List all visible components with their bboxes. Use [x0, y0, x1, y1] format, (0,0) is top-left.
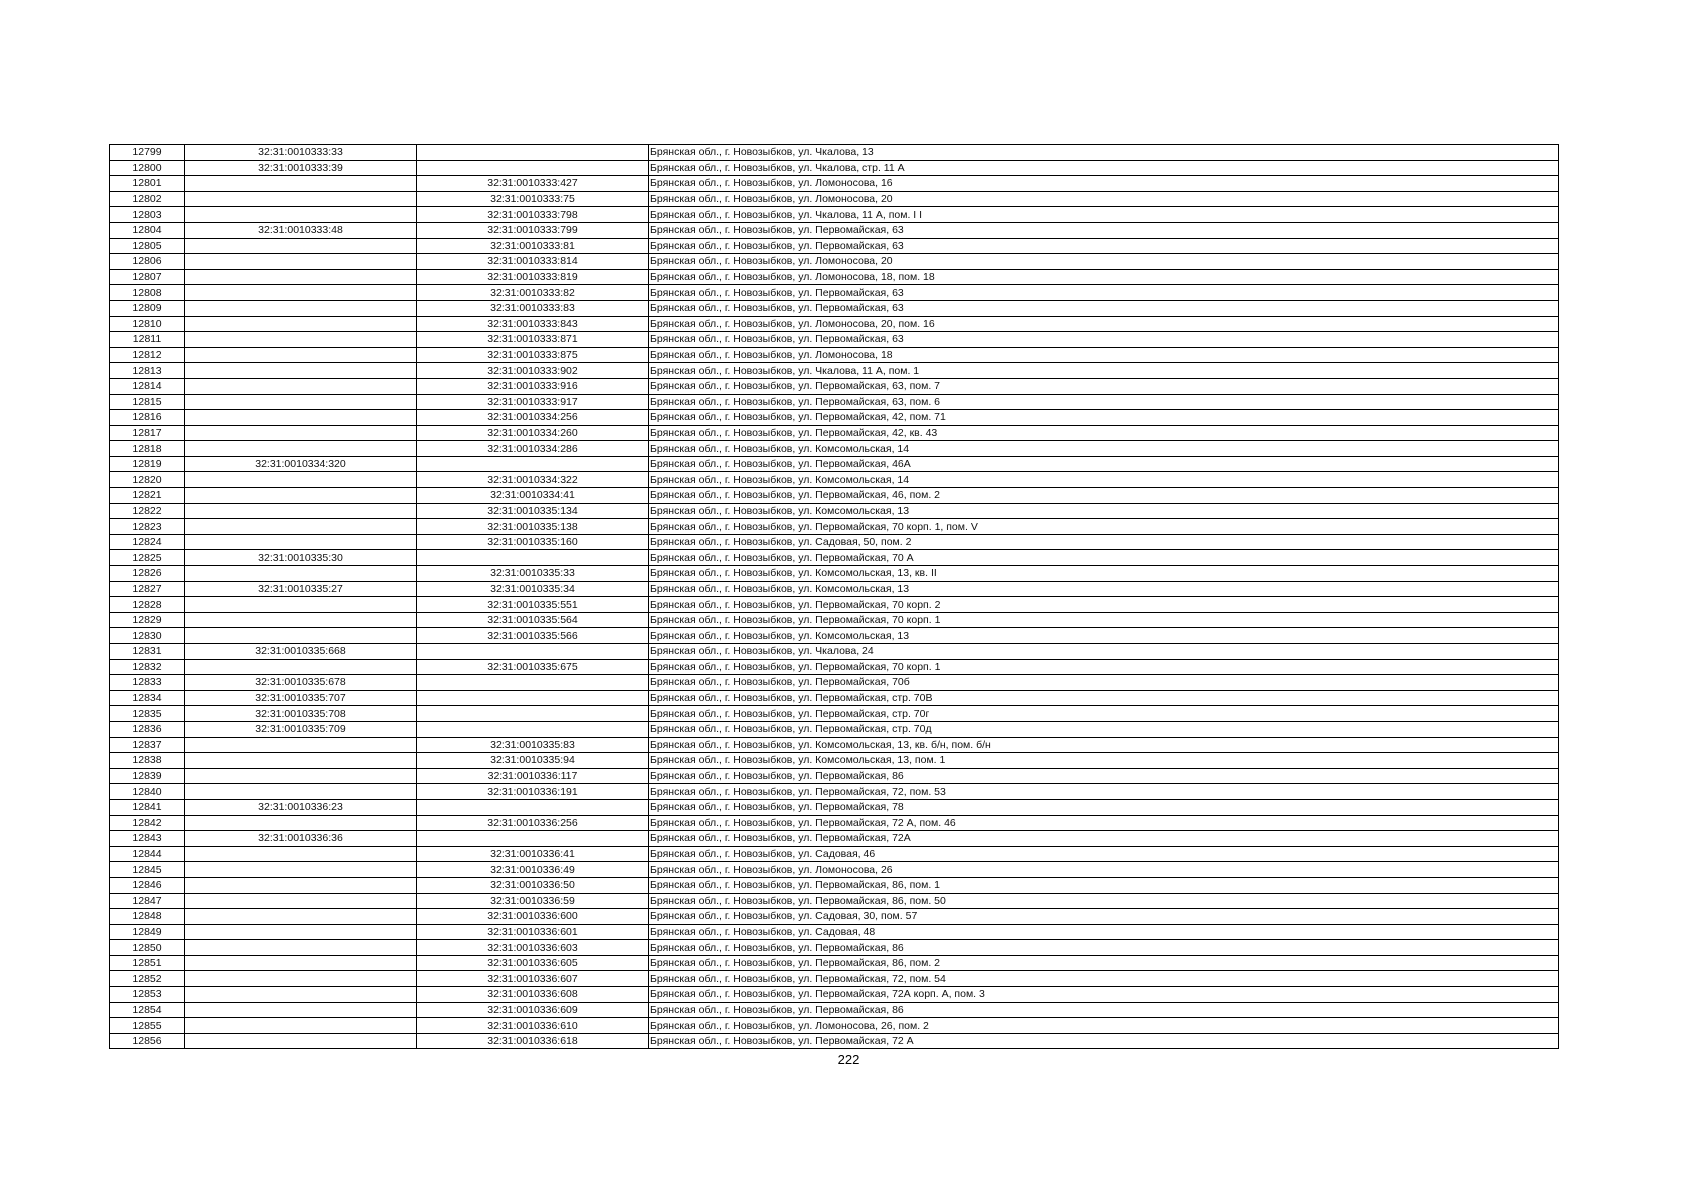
- row-number-cell: 12840: [110, 784, 185, 800]
- row-number-cell: 12802: [110, 191, 185, 207]
- address-cell: Брянская обл., г. Новозыбков, ул. Первомайская, 70 корп. 2: [649, 597, 1559, 613]
- related-cadastral-number-cell: 32:31:0010333:75: [417, 191, 649, 207]
- address-cell: Брянская обл., г. Новозыбков, ул. Первомайская, 86: [649, 768, 1559, 784]
- address-cell: Брянская обл., г. Новозыбков, ул. Первомайская, 86, пом. 50: [649, 893, 1559, 909]
- cadastral-number-cell: [185, 503, 417, 519]
- address-cell: Брянская обл., г. Новозыбков, ул. Ломоносова, 18, пом. 18: [649, 269, 1559, 285]
- address-cell: Брянская обл., г. Новозыбков, ул. Чкалова, стр. 11 А: [649, 160, 1559, 176]
- table-row: [110, 285, 1559, 301]
- row-number-cell: 12843: [110, 831, 185, 847]
- table-row: [110, 877, 1559, 893]
- address-cell: Брянская обл., г. Новозыбков, ул. Чкалова, 24: [649, 644, 1559, 660]
- table-row: [110, 1002, 1559, 1018]
- address-cell: Брянская обл., г. Новозыбков, ул. Первомайская, 63: [649, 332, 1559, 348]
- cadastral-number-cell: [185, 394, 417, 410]
- related-cadastral-number-cell: 32:31:0010336:601: [417, 924, 649, 940]
- address-cell: Брянская обл., г. Новозыбков, ул. Чкалова, 11 А, пом. 1: [649, 363, 1559, 379]
- related-cadastral-number-cell: 32:31:0010333:917: [417, 394, 649, 410]
- cadastral-number-cell: [185, 737, 417, 753]
- row-number-cell: 12841: [110, 799, 185, 815]
- address-cell: Брянская обл., г. Новозыбков, ул. Первомайская, 70б: [649, 675, 1559, 691]
- cadastral-number-cell: [185, 176, 417, 192]
- row-number-cell: 12845: [110, 862, 185, 878]
- address-cell: Брянская обл., г. Новозыбков, ул. Первомайская, 72 А: [649, 1033, 1559, 1049]
- row-number-cell: 12855: [110, 1018, 185, 1034]
- table-row: [110, 971, 1559, 987]
- related-cadastral-number-cell: 32:31:0010334:41: [417, 488, 649, 504]
- row-number-cell: 12830: [110, 628, 185, 644]
- address-cell: Брянская обл., г. Новозыбков, ул. Первомайская, 63: [649, 285, 1559, 301]
- cadastral-number-cell: 32:31:0010335:707: [185, 690, 417, 706]
- cadastral-number-cell: [185, 207, 417, 223]
- cadastral-number-cell: 32:31:0010335:668: [185, 644, 417, 660]
- address-cell: Брянская обл., г. Новозыбков, ул. Ломоносова, 20: [649, 191, 1559, 207]
- address-cell: Брянская обл., г. Новозыбков, ул. Первомайская, 72, пом. 54: [649, 971, 1559, 987]
- cadastral-number-cell: [185, 971, 417, 987]
- cadastral-number-cell: [185, 566, 417, 582]
- address-cell: Брянская обл., г. Новозыбков, ул. Комсомольская, 13: [649, 581, 1559, 597]
- address-cell: Брянская обл., г. Новозыбков, ул. Комсомольская, 13: [649, 503, 1559, 519]
- row-number-cell: 12850: [110, 940, 185, 956]
- related-cadastral-number-cell: 32:31:0010336:603: [417, 940, 649, 956]
- related-cadastral-number-cell: 32:31:0010335:160: [417, 534, 649, 550]
- table-row: [110, 269, 1559, 285]
- row-number-cell: 12849: [110, 924, 185, 940]
- related-cadastral-number-cell: [417, 721, 649, 737]
- row-number-cell: 12839: [110, 768, 185, 784]
- address-cell: Брянская обл., г. Новозыбков, ул. Первомайская, 78: [649, 799, 1559, 815]
- related-cadastral-number-cell: 32:31:0010336:256: [417, 815, 649, 831]
- related-cadastral-number-cell: 32:31:0010335:83: [417, 737, 649, 753]
- row-number-cell: 12856: [110, 1033, 185, 1049]
- row-number-cell: 12803: [110, 207, 185, 223]
- address-cell: Брянская обл., г. Новозыбков, ул. Ломоносова, 16: [649, 176, 1559, 192]
- address-cell: Брянская обл., г. Новозыбков, ул. Первомайская, 72 А, пом. 46: [649, 815, 1559, 831]
- table-row: [110, 238, 1559, 254]
- row-number-cell: 12827: [110, 581, 185, 597]
- row-number-cell: 12814: [110, 378, 185, 394]
- cadastral-number-cell: [185, 987, 417, 1003]
- cadastral-number-cell: [185, 753, 417, 769]
- related-cadastral-number-cell: [417, 690, 649, 706]
- page-number: 222: [837, 1052, 860, 1067]
- address-cell: Брянская обл., г. Новозыбков, ул. Чкалова, 11 А, пом. I I: [649, 207, 1559, 223]
- table-row: [110, 503, 1559, 519]
- row-number-cell: 12815: [110, 394, 185, 410]
- table-row: [110, 924, 1559, 940]
- address-cell: Брянская обл., г. Новозыбков, ул. Первомайская, 70 А: [649, 550, 1559, 566]
- related-cadastral-number-cell: 32:31:0010333:843: [417, 316, 649, 332]
- address-cell: Брянская обл., г. Новозыбков, ул. Комсомольская, 13, кв. б/н, пом. б/н: [649, 737, 1559, 753]
- address-cell: Брянская обл., г. Новозыбков, ул. Первомайская, стр. 70д: [649, 721, 1559, 737]
- address-cell: Брянская обл., г. Новозыбков, ул. Ломоносова, 20: [649, 254, 1559, 270]
- table-row: [110, 300, 1559, 316]
- table-row: [110, 332, 1559, 348]
- cadastral-number-cell: [185, 1033, 417, 1049]
- related-cadastral-number-cell: 32:31:0010336:600: [417, 909, 649, 925]
- cadastral-number-cell: [185, 597, 417, 613]
- cadastral-number-cell: 32:31:0010335:678: [185, 675, 417, 691]
- table-row: [110, 425, 1559, 441]
- related-cadastral-number-cell: [417, 675, 649, 691]
- table-row: [110, 628, 1559, 644]
- address-cell: Брянская обл., г. Новозыбков, ул. Садовая, 46: [649, 846, 1559, 862]
- address-cell: Брянская обл., г. Новозыбков, ул. Первомайская, 46А: [649, 456, 1559, 472]
- table-row: [110, 784, 1559, 800]
- row-number-cell: 12824: [110, 534, 185, 550]
- cadastral-number-cell: [185, 441, 417, 457]
- related-cadastral-number-cell: 32:31:0010333:83: [417, 300, 649, 316]
- cadastral-number-cell: [185, 893, 417, 909]
- table-row: [110, 347, 1559, 363]
- address-cell: Брянская обл., г. Новозыбков, ул. Первомайская, 86, пом. 1: [649, 877, 1559, 893]
- cadastral-number-cell: [185, 612, 417, 628]
- related-cadastral-number-cell: [417, 160, 649, 176]
- table-row: [110, 456, 1559, 472]
- related-cadastral-number-cell: [417, 550, 649, 566]
- related-cadastral-number-cell: 32:31:0010335:564: [417, 612, 649, 628]
- row-number-cell: 12811: [110, 332, 185, 348]
- cadastral-number-cell: [185, 862, 417, 878]
- table-row: [110, 1033, 1559, 1049]
- related-cadastral-number-cell: 32:31:0010334:256: [417, 410, 649, 426]
- cadastral-number-cell: [185, 472, 417, 488]
- cadastral-number-cell: 32:31:0010335:709: [185, 721, 417, 737]
- row-number-cell: 12806: [110, 254, 185, 270]
- cadastral-number-cell: [185, 768, 417, 784]
- related-cadastral-number-cell: 32:31:0010334:322: [417, 472, 649, 488]
- row-number-cell: 12812: [110, 347, 185, 363]
- table-row: [110, 378, 1559, 394]
- cadastral-number-cell: 32:31:0010333:48: [185, 222, 417, 238]
- related-cadastral-number-cell: 32:31:0010333:798: [417, 207, 649, 223]
- address-cell: Брянская обл., г. Новозыбков, ул. Первомайская, стр. 70г: [649, 706, 1559, 722]
- address-cell: Брянская обл., г. Новозыбков, ул. Ломоносова, 18: [649, 347, 1559, 363]
- table-row: [110, 753, 1559, 769]
- address-cell: Брянская обл., г. Новозыбков, ул. Комсомольская, 13: [649, 628, 1559, 644]
- related-cadastral-number-cell: 32:31:0010333:871: [417, 332, 649, 348]
- table-row: [110, 394, 1559, 410]
- row-number-cell: 12828: [110, 597, 185, 613]
- cadastral-number-cell: [185, 1018, 417, 1034]
- address-cell: Брянская обл., г. Новозыбков, ул. Комсомольская, 14: [649, 441, 1559, 457]
- table-row: [110, 644, 1559, 660]
- row-number-cell: 12809: [110, 300, 185, 316]
- row-number-cell: 12829: [110, 612, 185, 628]
- table-row: [110, 145, 1559, 161]
- table-row: [110, 690, 1559, 706]
- related-cadastral-number-cell: 32:31:0010334:286: [417, 441, 649, 457]
- related-cadastral-number-cell: [417, 145, 649, 161]
- related-cadastral-number-cell: 32:31:0010336:41: [417, 846, 649, 862]
- related-cadastral-number-cell: 32:31:0010333:916: [417, 378, 649, 394]
- row-number-cell: 12813: [110, 363, 185, 379]
- related-cadastral-number-cell: [417, 706, 649, 722]
- related-cadastral-number-cell: 32:31:0010333:427: [417, 176, 649, 192]
- table-row: [110, 955, 1559, 971]
- cadastral-number-cell: [185, 955, 417, 971]
- row-number-cell: 12799: [110, 145, 185, 161]
- related-cadastral-number-cell: 32:31:0010333:875: [417, 347, 649, 363]
- related-cadastral-number-cell: 32:31:0010336:50: [417, 877, 649, 893]
- row-number-cell: 12819: [110, 456, 185, 472]
- related-cadastral-number-cell: 32:31:0010336:609: [417, 1002, 649, 1018]
- table-row: [110, 831, 1559, 847]
- cadastral-number-cell: [185, 659, 417, 675]
- row-number-cell: 12846: [110, 877, 185, 893]
- address-cell: Брянская обл., г. Новозыбков, ул. Первомайская, 63, пом. 7: [649, 378, 1559, 394]
- address-cell: Брянская обл., г. Новозыбков, ул. Первомайская, 70 корп. 1, пом. V: [649, 519, 1559, 535]
- cadastral-number-cell: 32:31:0010336:23: [185, 799, 417, 815]
- address-cell: Брянская обл., г. Новозыбков, ул. Первомайская, 63: [649, 300, 1559, 316]
- table-row: [110, 987, 1559, 1003]
- row-number-cell: 12838: [110, 753, 185, 769]
- table-row: [110, 176, 1559, 192]
- address-cell: Брянская обл., г. Новозыбков, ул. Первомайская, 63: [649, 238, 1559, 254]
- address-cell: Брянская обл., г. Новозыбков, ул. Первомайская, 72А корп. А, пом. 3: [649, 987, 1559, 1003]
- cadastral-number-cell: [185, 191, 417, 207]
- row-number-cell: 12834: [110, 690, 185, 706]
- table-row: [110, 815, 1559, 831]
- row-number-cell: 12831: [110, 644, 185, 660]
- address-cell: Брянская обл., г. Новозыбков, ул. Ломоносова, 26, пом. 2: [649, 1018, 1559, 1034]
- cadastral-number-cell: [185, 877, 417, 893]
- table-row: [110, 675, 1559, 691]
- address-cell: Брянская обл., г. Новозыбков, ул. Ломоносова, 26: [649, 862, 1559, 878]
- address-cell: Брянская обл., г. Новозыбков, ул. Первомайская, 63: [649, 222, 1559, 238]
- table-row: [110, 488, 1559, 504]
- related-cadastral-number-cell: 32:31:0010335:675: [417, 659, 649, 675]
- cadastral-number-cell: [185, 924, 417, 940]
- cadastral-number-cell: 32:31:0010335:27: [185, 581, 417, 597]
- cadastral-number-cell: [185, 940, 417, 956]
- address-cell: Брянская обл., г. Новозыбков, ул. Садовая, 30, пом. 57: [649, 909, 1559, 925]
- cadastral-number-cell: [185, 534, 417, 550]
- table-row: [110, 191, 1559, 207]
- related-cadastral-number-cell: 32:31:0010336:608: [417, 987, 649, 1003]
- related-cadastral-number-cell: 32:31:0010334:260: [417, 425, 649, 441]
- cadastral-number-cell: [185, 300, 417, 316]
- row-number-cell: 12844: [110, 846, 185, 862]
- address-cell: Брянская обл., г. Новозыбков, ул. Комсомольская, 13, кв. II: [649, 566, 1559, 582]
- table-row: [110, 550, 1559, 566]
- row-number-cell: 12804: [110, 222, 185, 238]
- related-cadastral-number-cell: 32:31:0010333:814: [417, 254, 649, 270]
- table-row: [110, 363, 1559, 379]
- cadastral-number-cell: [185, 285, 417, 301]
- address-cell: Брянская обл., г. Новозыбков, ул. Первомайская, 70 корп. 1: [649, 659, 1559, 675]
- table-row: [110, 940, 1559, 956]
- cadastral-number-cell: 32:31:0010333:39: [185, 160, 417, 176]
- table-row: [110, 160, 1559, 176]
- cadastral-number-cell: 32:31:0010335:708: [185, 706, 417, 722]
- related-cadastral-number-cell: 32:31:0010336:117: [417, 768, 649, 784]
- table-row: [110, 1018, 1559, 1034]
- address-cell: Брянская обл., г. Новозыбков, ул. Садовая, 50, пом. 2: [649, 534, 1559, 550]
- address-cell: Брянская обл., г. Новозыбков, ул. Первомайская, 86: [649, 1002, 1559, 1018]
- property-table: [109, 144, 1559, 1049]
- table-row: [110, 799, 1559, 815]
- related-cadastral-number-cell: 32:31:0010336:605: [417, 955, 649, 971]
- related-cadastral-number-cell: 32:31:0010333:902: [417, 363, 649, 379]
- cadastral-number-cell: [185, 846, 417, 862]
- table-row: [110, 706, 1559, 722]
- row-number-cell: 12807: [110, 269, 185, 285]
- table-row: [110, 566, 1559, 582]
- cadastral-number-cell: [185, 784, 417, 800]
- row-number-cell: 12837: [110, 737, 185, 753]
- row-number-cell: 12854: [110, 1002, 185, 1018]
- related-cadastral-number-cell: 32:31:0010336:191: [417, 784, 649, 800]
- table-row: [110, 410, 1559, 426]
- related-cadastral-number-cell: 32:31:0010333:81: [417, 238, 649, 254]
- table-row: [110, 597, 1559, 613]
- row-number-cell: 12826: [110, 566, 185, 582]
- related-cadastral-number-cell: 32:31:0010336:618: [417, 1033, 649, 1049]
- row-number-cell: 12825: [110, 550, 185, 566]
- row-number-cell: 12800: [110, 160, 185, 176]
- cadastral-number-cell: [185, 347, 417, 363]
- related-cadastral-number-cell: 32:31:0010336:607: [417, 971, 649, 987]
- row-number-cell: 12817: [110, 425, 185, 441]
- table-row: [110, 737, 1559, 753]
- address-cell: Брянская обл., г. Новозыбков, ул. Первомайская, 42, кв. 43: [649, 425, 1559, 441]
- row-number-cell: 12820: [110, 472, 185, 488]
- cadastral-number-cell: [185, 1002, 417, 1018]
- table-row: [110, 768, 1559, 784]
- cadastral-number-cell: [185, 269, 417, 285]
- row-number-cell: 12808: [110, 285, 185, 301]
- address-cell: Брянская обл., г. Новозыбков, ул. Первомайская, 63, пом. 6: [649, 394, 1559, 410]
- cadastral-number-cell: [185, 628, 417, 644]
- table-row: [110, 581, 1559, 597]
- row-number-cell: 12835: [110, 706, 185, 722]
- row-number-cell: 12801: [110, 176, 185, 192]
- related-cadastral-number-cell: 32:31:0010336:49: [417, 862, 649, 878]
- cadastral-number-cell: [185, 909, 417, 925]
- row-number-cell: 12853: [110, 987, 185, 1003]
- address-cell: Брянская обл., г. Новозыбков, ул. Первомайская, 86, пом. 2: [649, 955, 1559, 971]
- table-body: [110, 145, 1559, 1049]
- cadastral-number-cell: [185, 332, 417, 348]
- row-number-cell: 12852: [110, 971, 185, 987]
- table-row: [110, 534, 1559, 550]
- cadastral-number-cell: [185, 378, 417, 394]
- related-cadastral-number-cell: 32:31:0010333:819: [417, 269, 649, 285]
- related-cadastral-number-cell: 32:31:0010335:34: [417, 581, 649, 597]
- address-cell: Брянская обл., г. Новозыбков, ул. Первомайская, 46, пом. 2: [649, 488, 1559, 504]
- related-cadastral-number-cell: 32:31:0010335:134: [417, 503, 649, 519]
- table-row: [110, 612, 1559, 628]
- address-cell: Брянская обл., г. Новозыбков, ул. Первомайская, 70 корп. 1: [649, 612, 1559, 628]
- table-row: [110, 862, 1559, 878]
- row-number-cell: 12832: [110, 659, 185, 675]
- row-number-cell: 12842: [110, 815, 185, 831]
- table-row: [110, 316, 1559, 332]
- address-cell: Брянская обл., г. Новозыбков, ул. Комсомольская, 13, пом. 1: [649, 753, 1559, 769]
- cadastral-number-cell: [185, 238, 417, 254]
- address-cell: Брянская обл., г. Новозыбков, ул. Чкалова, 13: [649, 145, 1559, 161]
- table-row: [110, 254, 1559, 270]
- row-number-cell: 12822: [110, 503, 185, 519]
- related-cadastral-number-cell: 32:31:0010335:551: [417, 597, 649, 613]
- row-number-cell: 12810: [110, 316, 185, 332]
- table-row: [110, 909, 1559, 925]
- cadastral-number-cell: 32:31:0010336:36: [185, 831, 417, 847]
- related-cadastral-number-cell: [417, 644, 649, 660]
- table-row: [110, 222, 1559, 238]
- related-cadastral-number-cell: 32:31:0010335:33: [417, 566, 649, 582]
- row-number-cell: 12836: [110, 721, 185, 737]
- address-cell: Брянская обл., г. Новозыбков, ул. Комсомольская, 14: [649, 472, 1559, 488]
- address-cell: Брянская обл., г. Новозыбков, ул. Садовая, 48: [649, 924, 1559, 940]
- row-number-cell: 12833: [110, 675, 185, 691]
- table-row: [110, 846, 1559, 862]
- related-cadastral-number-cell: 32:31:0010335:138: [417, 519, 649, 535]
- related-cadastral-number-cell: 32:31:0010335:566: [417, 628, 649, 644]
- related-cadastral-number-cell: 32:31:0010333:799: [417, 222, 649, 238]
- related-cadastral-number-cell: 32:31:0010336:610: [417, 1018, 649, 1034]
- row-number-cell: 12805: [110, 238, 185, 254]
- table-row: [110, 893, 1559, 909]
- cadastral-number-cell: [185, 254, 417, 270]
- row-number-cell: 12847: [110, 893, 185, 909]
- cadastral-number-cell: [185, 425, 417, 441]
- cadastral-number-cell: [185, 519, 417, 535]
- row-number-cell: 12823: [110, 519, 185, 535]
- table-row: [110, 721, 1559, 737]
- related-cadastral-number-cell: [417, 456, 649, 472]
- row-number-cell: 12851: [110, 955, 185, 971]
- table-row: [110, 472, 1559, 488]
- cadastral-number-cell: 32:31:0010334:320: [185, 456, 417, 472]
- cadastral-number-cell: 32:31:0010333:33: [185, 145, 417, 161]
- address-cell: Брянская обл., г. Новозыбков, ул. Первомайская, 72, пом. 53: [649, 784, 1559, 800]
- related-cadastral-number-cell: 32:31:0010336:59: [417, 893, 649, 909]
- address-cell: Брянская обл., г. Новозыбков, ул. Первомайская, 86: [649, 940, 1559, 956]
- address-cell: Брянская обл., г. Новозыбков, ул. Первомайская, 42, пом. 71: [649, 410, 1559, 426]
- cadastral-number-cell: [185, 488, 417, 504]
- address-cell: Брянская обл., г. Новозыбков, ул. Ломоносова, 20, пом. 16: [649, 316, 1559, 332]
- row-number-cell: 12816: [110, 410, 185, 426]
- cadastral-number-cell: [185, 410, 417, 426]
- cadastral-number-cell: [185, 363, 417, 379]
- cadastral-number-cell: [185, 316, 417, 332]
- table-row: [110, 659, 1559, 675]
- related-cadastral-number-cell: 32:31:0010335:94: [417, 753, 649, 769]
- cadastral-number-cell: 32:31:0010335:30: [185, 550, 417, 566]
- row-number-cell: 12821: [110, 488, 185, 504]
- table-row: [110, 519, 1559, 535]
- table-row: [110, 441, 1559, 457]
- related-cadastral-number-cell: [417, 831, 649, 847]
- address-cell: Брянская обл., г. Новозыбков, ул. Первомайская, 72А: [649, 831, 1559, 847]
- cadastral-number-cell: [185, 815, 417, 831]
- row-number-cell: 12848: [110, 909, 185, 925]
- related-cadastral-number-cell: 32:31:0010333:82: [417, 285, 649, 301]
- related-cadastral-number-cell: [417, 799, 649, 815]
- address-cell: Брянская обл., г. Новозыбков, ул. Первомайская, стр. 70В: [649, 690, 1559, 706]
- row-number-cell: 12818: [110, 441, 185, 457]
- table-row: [110, 207, 1559, 223]
